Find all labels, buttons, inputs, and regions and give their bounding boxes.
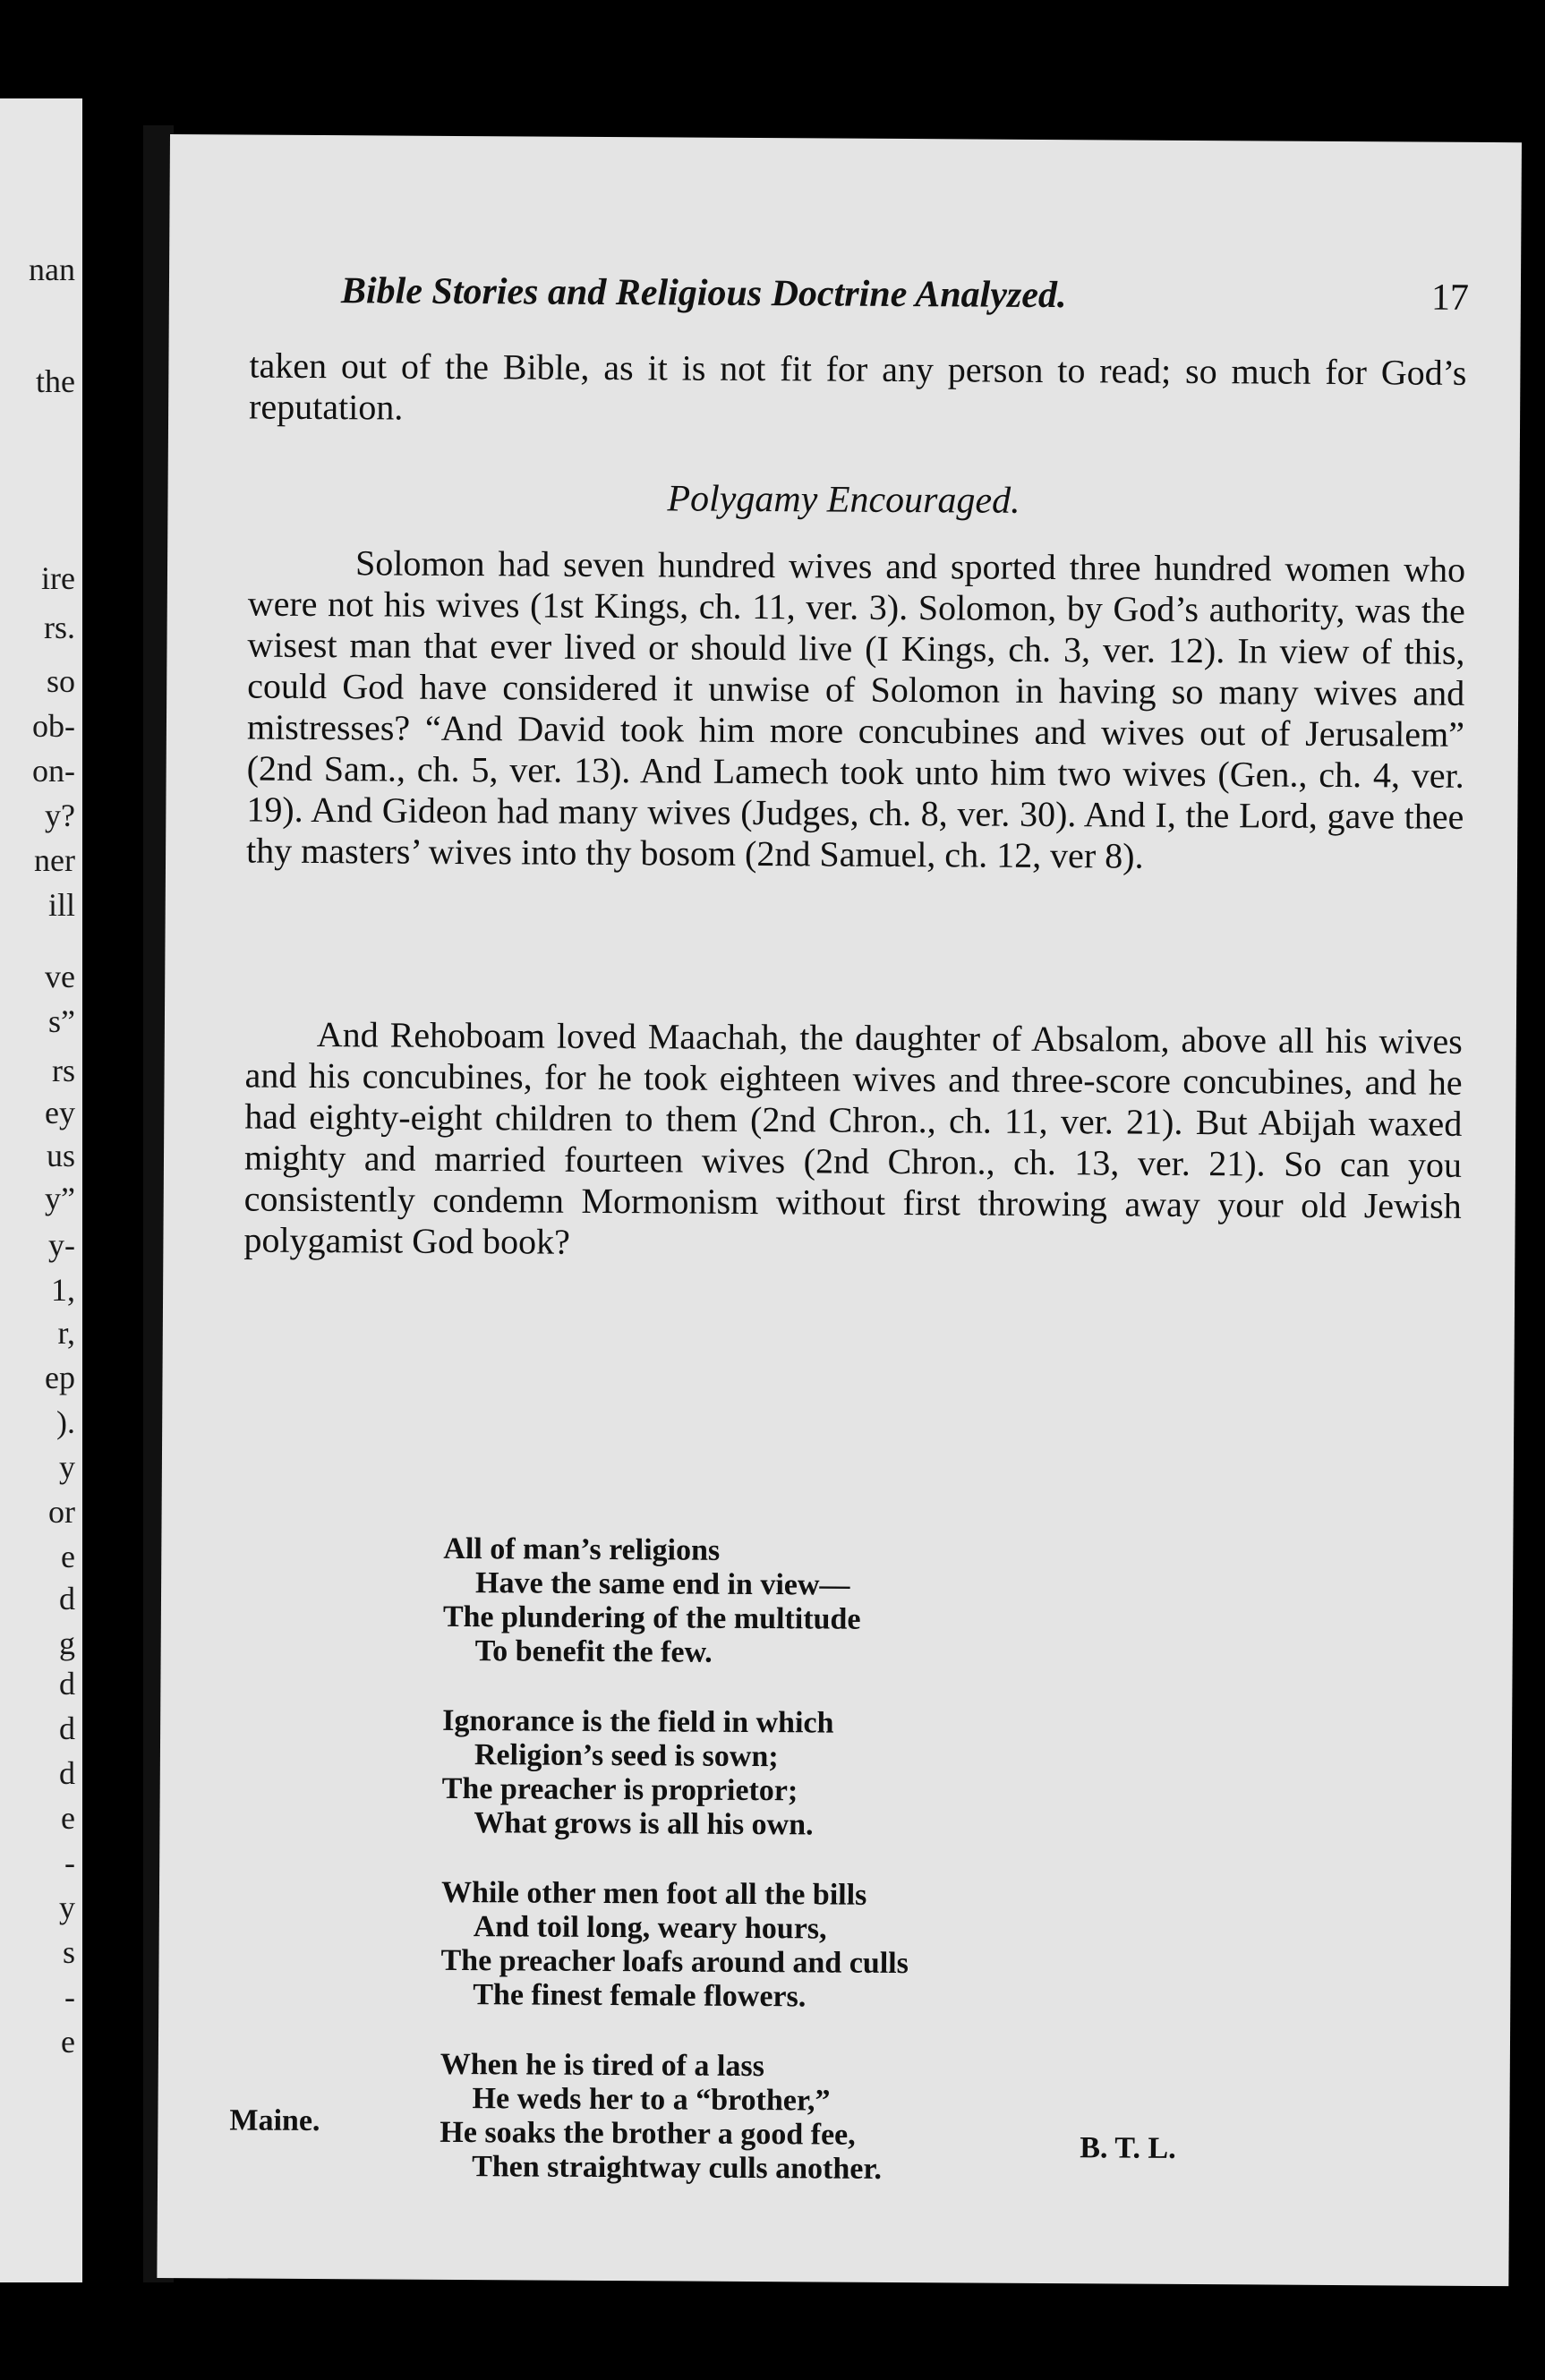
poem-line: While other men foot all the bills xyxy=(440,1875,867,1912)
left-page-fragment: so xyxy=(46,663,75,699)
left-page-fragment: e xyxy=(61,2024,75,2060)
left-page-fragment: y? xyxy=(45,798,75,833)
left-page-fragment: d xyxy=(59,1755,75,1791)
left-page-fragment: y xyxy=(59,1889,75,1925)
poem-line: Ignorance is the field in which xyxy=(442,1703,834,1740)
left-page-fragment: y xyxy=(59,1449,75,1485)
poem-stanza xyxy=(443,1532,1071,1672)
section-heading: Polygamy Encouraged. xyxy=(667,478,1020,522)
left-page-fragment: rs xyxy=(52,1053,75,1088)
paragraph-rehoboam: And Rehoboam loved Maachah, the daughter of Absalom, above all his wives and his concubines, for he took eighteen wives and three-score concubines, and he had eighty-eight children to them (2nd Chron., ch. 11, ver. 21). But Abijah waxed mighty and married fourteen wives (2nd Chron., ch. 13, ver. 21). So can you consistently condemn Mormonism without first throwing away your old Jewish polygamist God book? xyxy=(243,1014,1463,1262)
left-page-fragment: r, xyxy=(57,1315,75,1351)
poem-line: What grows is all his own. xyxy=(474,1806,814,1842)
left-page-fragment: ner xyxy=(34,842,75,878)
left-page-fragment: d xyxy=(59,1710,75,1746)
left-page-fragment: us xyxy=(46,1138,75,1173)
poem-stanza xyxy=(441,1704,1069,1844)
left-page-fragment: on- xyxy=(32,753,75,789)
paragraph-solomon: Solomon had seven hundred wives and sported three hundred women who were not his wives (1st Kings, ch. 11, ver. 3). Solomon, by God’s authority, was the wisest man that ever lived or should live (I Kings, ch. 3, ver. 12). In view of this, could God have considered it unwise of Solomon in having so many wives and mistresses? “And David took him more concubines and wives out of Jerusalem” (2nd Sam., ch. 5, ver. 13). And Lamech took unto him two wives (Gen., ch. 4, ver. 19). And Gideon had many wives (Judges, ch. 8, ver. 30). And I, the Lord, gave thee thy masters’ wives into thy bosom (2nd Samuel, ch. 12, ver 8). xyxy=(245,542,1466,876)
left-page-fragment: ep xyxy=(45,1360,75,1395)
left-page-fragment: s” xyxy=(48,1003,75,1039)
poem-line: Then straightway culls another. xyxy=(472,2150,883,2186)
poem-line: When he is tired of a lass xyxy=(440,2047,765,2084)
left-page-fragment: e xyxy=(61,1539,75,1574)
running-header xyxy=(341,269,1469,320)
left-page-fragment: ire xyxy=(41,560,75,596)
left-page-fragment: ob- xyxy=(32,708,75,744)
left-page-fragment: ill xyxy=(47,887,75,923)
poem-line: Have the same end in view— xyxy=(475,1566,850,1602)
previous-page-strip xyxy=(0,98,82,2282)
poem-stanza xyxy=(440,1876,1068,2016)
paragraph-continued: taken out of the Bible, as it is not fit for any person to read; so much for God’s reputation. xyxy=(249,345,1467,428)
left-page-fragment: ey xyxy=(45,1095,75,1130)
poem-line: Religion’s seed is sown; xyxy=(474,1738,779,1774)
left-page-fragment: y- xyxy=(48,1227,75,1263)
author-initials: B. T. L. xyxy=(1080,2131,1176,2165)
poem-line: And toil long, weary hours, xyxy=(473,1910,827,1946)
book-page xyxy=(157,134,1522,2286)
left-page-fragment: ve xyxy=(45,959,75,994)
left-page-fragment: 1, xyxy=(51,1272,75,1308)
page-number: 17 xyxy=(1430,277,1470,319)
poem-line: The preacher is proprietor; xyxy=(441,1771,798,1808)
left-page-fragment: d xyxy=(59,1666,75,1702)
left-page-fragment: the xyxy=(36,363,75,399)
left-page-fragment: rs. xyxy=(44,610,75,645)
left-page-fragment: - xyxy=(64,1979,75,2015)
left-page-fragment: e xyxy=(61,1800,75,1836)
poem-line: The preacher loafs around and culls xyxy=(440,1943,909,1981)
poem-stanza xyxy=(440,2048,1067,2188)
left-page-fragment: d xyxy=(59,1581,75,1617)
poem-line: The plundering of the multitude xyxy=(442,1599,861,1636)
poem-line: The finest female flowers. xyxy=(473,1978,807,2014)
left-page-fragment: g xyxy=(59,1625,75,1661)
left-page-fragment: - xyxy=(64,1845,75,1881)
poem-line: He soaks the brother a good fee, xyxy=(440,2115,856,2152)
location-line: Maine. xyxy=(229,2103,320,2138)
left-page-fragment: nan xyxy=(29,252,75,287)
poem-line: He weds her to a “brother,” xyxy=(472,2082,831,2118)
left-page-fragment: s xyxy=(62,1934,75,1970)
left-page-fragment: or xyxy=(48,1494,75,1530)
running-header-title: Bible Stories and Religious Doctrine Analyzed. xyxy=(340,270,1067,317)
poem-line: All of man’s religions xyxy=(443,1531,721,1567)
left-page-fragment: y” xyxy=(45,1181,75,1216)
poem xyxy=(440,1532,1071,2223)
poem-line: To benefit the few. xyxy=(474,1634,713,1669)
left-page-fragment: ). xyxy=(56,1404,75,1440)
